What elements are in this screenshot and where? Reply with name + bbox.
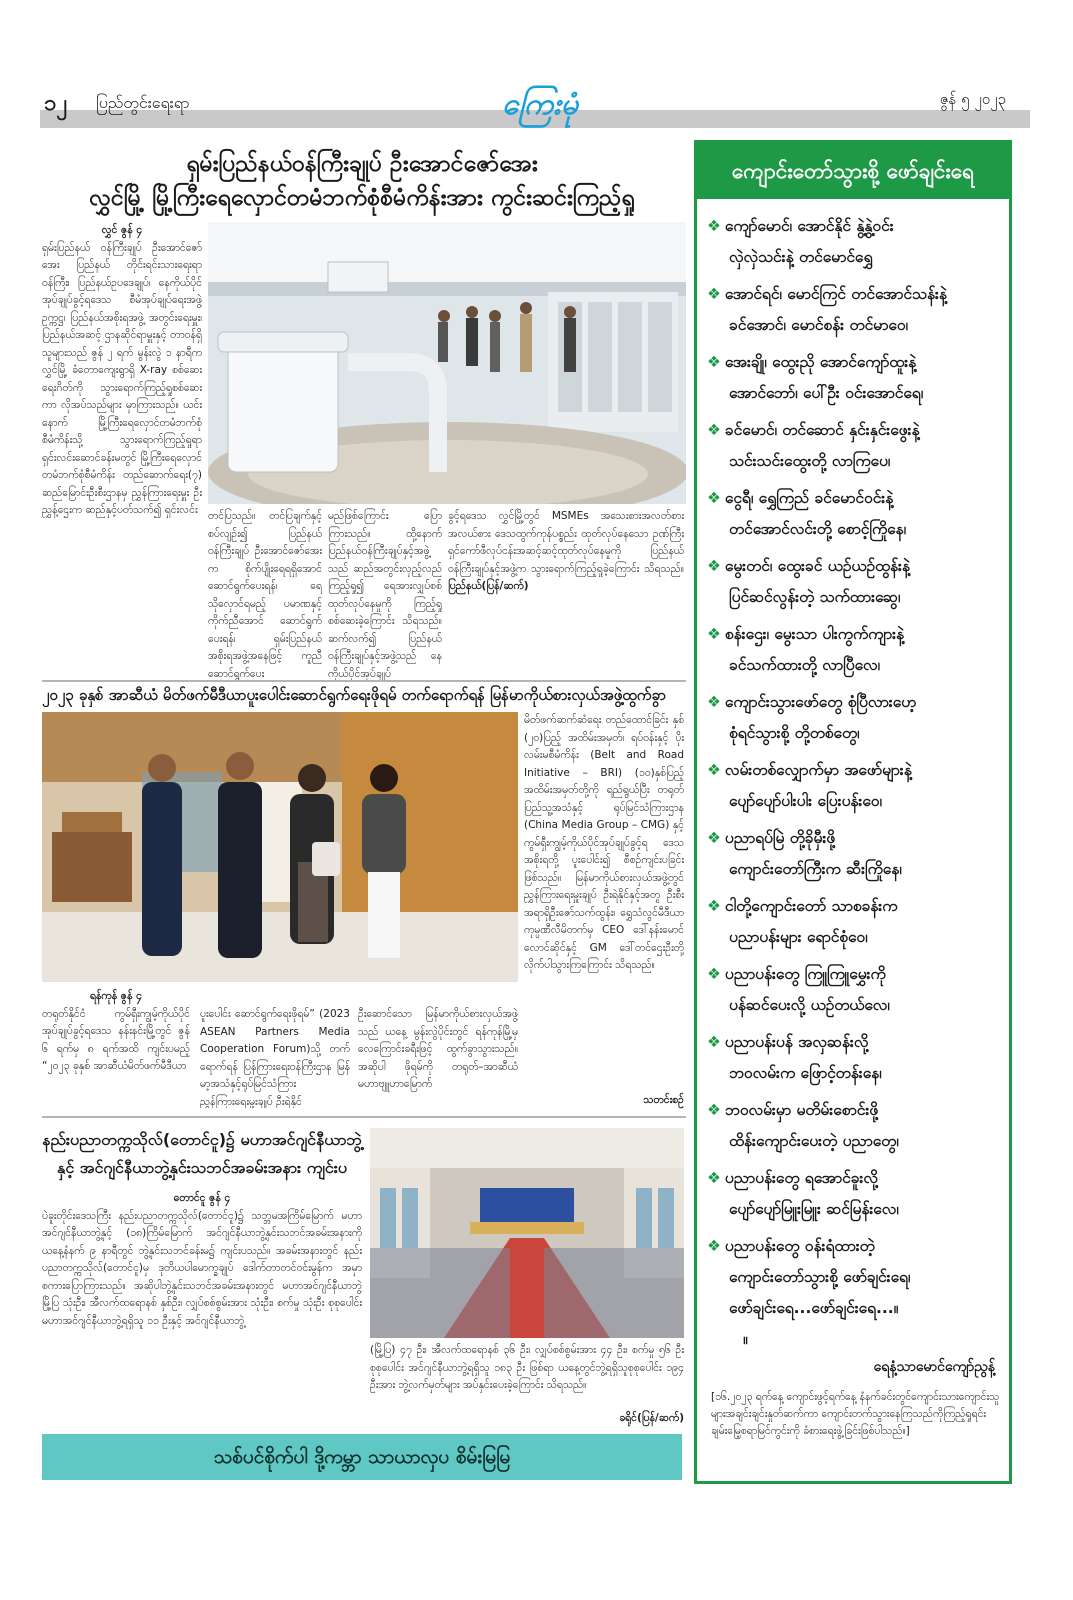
article3-caption: (မြို့ပြ) ၄၇ ဦး၊ အီလက်ထရောနစ် ၃၆ ဦး၊ လျှပ်စစ်စွမ်းအား ၄၄ ဦး၊ စက်မှု ၅၆ ဦး စုစုပေါင်း အင်ဂျင်နီယာဘွဲ့ရရှိသူ ၁၈၃ ဦး ဖြစ်ရာ ယနေ့တွင်ဘွဲ့ရရှိသူစုစုပေါင်း ၁၉၄ ဦးအား ဘွဲ့လက်မှတ်များ အပ်နှင်းပေးခဲ့ကြောင်း သိရသည်။	[370, 1344, 684, 1391]
issue-date: ဇွန် ၅ ၂၀၂၃	[939, 90, 1006, 108]
article1-col1-text: ရှမ်းပြည်နယ် ဝန်ကြီးချုပ် ဦးအောင်ဇော်အေး ပြည်နယ် တိုင်းရင်းသားရေးရာဝန်ကြီး၊ ပြည်နယ်ဥပဒေချုပ်၊ နေကိုယ်ပိုင်အုပ်ချုပ်ခွင့်ရဒေသ စီမံအုပ်ချုပ်ရေးအဖွဲ့ဥက္ကဋ္ဌ၊ ပြည်နယ်အစိုးရအဖွဲ့ အတွင်းရေးမှူး၊ ပြည်နယ်အဆင့် ဌာနဆိုင်ရာမှူးနှင့် တာဝန်ရှိသူများသည် ဇွန် ၂ ရက် မွန်းလွဲ ၁ နာရီက လွှင်မြို့ ခံတောကျေးရွာရှိ X-ray စစ်ဆေးရေးဂိတ်ကို သွားရောက်ကြည့်ရှုစစ်ဆေးကာ လိုအပ်သည်များ မှာကြားသည်။ ယင်းနောက် မြို့ကြီးရေလှောင်တမံဘက်စုံစီမံကိန်းသို့ သွားရောက်ကြည့်ရှုရာ ရှင်းလင်းဆောင်ခန်းမတွင် မြို့ကြီးရေလှောင်တမံဘက်စုံစီမံကိန်း တည်ဆောက်ရေး(၇) ဆည်မြောင်းဦးစီးဌာနမှ ညွှန်ကြားရေးမှူး ဦးညွှန့်ဌေးက ဆည်နှင့်ပတ်သက်၍ ရှင်းလင်း	[42, 241, 202, 516]
article3-title-line1: နည်းပညာတက္ကသိုလ်(တောင်ငူ)၌ မဟာအင်ဂျင်နီယာဘွဲ့	[42, 1130, 362, 1149]
poem-couplet	[707, 619, 1003, 687]
article3-title-line2: နှင့် အင်ဂျင်နီယာဘွဲ့နှင်းသဘင်အခမ်းအနား ကျင်းပ	[57, 1158, 347, 1177]
poem-line-a: ပညာပန်းပန် အလှဆန်းလို့	[724, 1033, 869, 1051]
poem-couplet	[707, 483, 1003, 551]
poem-line-b: တင်အောင်လင်းတို့ စောင့်ကြိုနေ၊	[729, 520, 907, 538]
poem-author: ရေနံ့သာမောင်ကျော်ညွန့်	[873, 1359, 995, 1375]
poem-line-b: ပန်ဆင်ပေးလို့ ယဉ်တယ်လေ၊	[729, 996, 890, 1014]
poem-couplet	[707, 279, 1003, 347]
diamond-bullet-icon: ❖	[707, 1237, 721, 1255]
article3-dateline: တောင်ငူ ဇွန် ၄	[173, 1192, 231, 1204]
poem-couplet	[707, 1027, 1003, 1095]
page-header	[40, 84, 1030, 134]
article2-side-column: မိတ်ဖက်ဆက်ဆံရေး တည်ထောင်ခြင်း နှစ် (၂၀)ပြည့် အထိမ်းအမှတ်၊ ရပ်ဝန်းနှင့် ပိုးလမ်းမစီမံကိန်း (Belt and Road Initiative – BRI) (၁၀)နှစ်ပြည့် အထိမ်းအမှတ်တို့ကို ရည်ရွယ်ပြီး တရုတ်ပြည်သူ့အသံနှင့် ရုပ်မြင်သံကြားဌာန (China Media Group – CMG) နှင့် ကွမ်ရှီးကျွမ့်ကိုယ်ပိုင်အုပ်ချုပ်ခွင့်ရ ဒေသအစိုးရတို့ ပူးပေါင်း၍ စီစဉ်ကျင်းပခြင်းဖြစ်သည်။ မြန်မာကိုယ်စားလှယ်အဖွဲ့တွင် ညွှန်ကြားရေးမှူးချုပ် ဦးရဲနိုင်နှင့်အတူ ဦးစီးအရာရှိဦးဇော်သက်ထွန်း၊ ရွှေသံလွင်မီဒီယာကုမ္ပဏီလီမိတက်မှ CEO ဒေါ်နန်းမောင်လောင်ဆိုင်နှင့် GM ဒေါ်တင်ဌေးဦးတို့ လိုက်ပါသွားကြကြောင်း သိရသည်။	[524, 714, 684, 971]
poem-line-b: ထိန်းကျောင်းပေးတဲ့ ပညာတွေ၊	[729, 1132, 899, 1150]
diamond-bullet-icon: ❖	[707, 421, 721, 439]
diamond-bullet-icon: ❖	[707, 1033, 721, 1051]
diamond-bullet-icon: ❖	[707, 217, 721, 235]
diamond-bullet-icon: ❖	[707, 693, 721, 711]
diamond-bullet-icon: ❖	[707, 829, 721, 847]
article2-dateline: ရန်ကုန် ဇွန် ၄	[89, 990, 143, 1002]
poem-line-b: စုံရင်သွားစို့ တို့တစ်တွေ၊	[729, 724, 860, 742]
poem-couplet	[707, 1095, 1003, 1163]
article1-column2: တင်ပြသည်။ တင်ပြချက်နှင့်စပ်လျဉ်း၍ ပြည်နယ်ဝန်ကြီးချုပ် ဦးအောင်ဇော်အေးက စိုက်ပျိုးရေရရှိအောင် ဆောင်ရွက်ပေးရန်၊ ရေသိုလှောင်ရမည့် ပမာဏနှင့်ကိုက်ညီအောင် ဆောင်ရွက်ပေးရန်၊ ရှမ်းပြည်နယ်အစိုးရအဖွဲ့အနေဖြင့် ကူညီဆောင်ရွက်ပေး	[208, 510, 322, 680]
poem-line-a: ကျောင်းသွားဖော်တွေ စုံပြီလားဟေ့	[724, 693, 917, 711]
diamond-bullet-icon: ❖	[707, 285, 721, 303]
poem-couplet	[707, 687, 1003, 755]
section-divider	[42, 1116, 686, 1118]
poem-line-a: ငွေရီ၊ ရွှေကြည် ခင်မောင်ဝင်းနဲ့	[724, 489, 894, 507]
poem-final-line: ဖော်ချင်းရေ...ဖော်ချင်းရေ...။	[729, 1299, 899, 1317]
diamond-bullet-icon: ❖	[707, 1169, 721, 1187]
poem-line-a: ပညာပန်းတွေ ဝန်းရံထားတဲ့	[724, 1237, 875, 1255]
poem-line-b: ကျောင်းတော်ကြီးက ဆီးကြိုနေ၊	[729, 860, 902, 878]
poem-line-a: ပညာရပ်မြဲ တို့ခိုမှီးဖို့	[724, 829, 836, 847]
poem-line-b: ပျော်ပျော်ပါးပါး ပြေးပန်းဝေ၊	[729, 792, 882, 810]
poem-couplet	[707, 347, 1003, 415]
poem-couplet	[707, 1231, 1003, 1348]
article1-credit: ပြည်နယ်(ပြန်/ဆက်)	[448, 580, 529, 592]
tree-planting-slogan-banner: သစ်ပင်စိုက်ပါ ဒို့ကမ္ဘာ သာယာလှပ စိမ်းမြမြ	[42, 1434, 682, 1480]
poem-line-b: ပျော်ပျော်မြူးမြူး ဆင်မြန်းလေ၊	[729, 1200, 899, 1218]
poem-line-a: ပညာပန်းတွေ ရအောင်ခူးလို့	[724, 1169, 878, 1187]
poem-line-b: ခင်အောင်၊ မောင်စန်း တင်မာဝေ၊	[729, 316, 908, 334]
diamond-bullet-icon: ❖	[707, 1101, 721, 1119]
article2-title: ၂၀၂၃ ခုနှစ် အာဆီယံ မိတ်ဖက်မီဒီယာပူးပေါင်းဆောင်ရွက်ရေးဖိုရမ် တက်ရောက်ရန် မြန်မာကိုယ်စားလှယ်အဖွဲ့ထွက်ခွာ	[42, 686, 667, 704]
poem-line-b: သင်းသင်းထွေးတို့ လာကြပေ၊	[729, 452, 891, 470]
diamond-bullet-icon: ❖	[707, 489, 721, 507]
poem-couplet	[707, 823, 1003, 891]
diamond-bullet-icon: ❖	[707, 897, 721, 915]
poem-couplet	[707, 1163, 1003, 1231]
poem-line-a: ဘဝလမ်းမှာ မတိမ်းစောင်းဖို့	[724, 1101, 879, 1119]
article1-dateline: လွှင် ဇွန် ၄	[101, 224, 143, 236]
diamond-bullet-icon: ❖	[707, 353, 721, 371]
article2-col1-text: တရုတ်နိုင်ငံ ကွမ်ရှီးကျွမ့်ကိုယ်ပိုင်အုပ်ချုပ်ခွင့်ရဒေသ နန်းနင်းမြို့တွင် ဇွန် ၆ ရက်မှ ၈ ရက်အထိ ကျင်းပမည့် “၂၀၂၃ ခုနှစ် အာဆီယံမိတ်ဖက်မီဒီယာ	[42, 1007, 190, 1072]
poem-line-a: ကျော်မောင်၊ အောင်နိုင် နွဲ့နွဲ့ဝင်း	[724, 217, 894, 235]
article1-col4-text: ခွင့်ရဒေသ လွှင်မြို့တွင် MSMEs အသေးစားအလတ်စား အလယ်စား ဒေသထွက်ကုန်ပစ္စည်း ထုတ်လုပ်နေသော ဥဏ်ကြီးရှင်ကော်ဖီလုပ်ငန်းအဆင့်ဆင့်ထုတ်လုပ်နေမှုကို ပြည်နယ်ဝန်ကြီးချုပ်နှင့်အဖွဲ့က သွားရောက်ကြည့်ရှုခဲ့ကြောင်း သိရသည်။	[448, 510, 684, 575]
poem-line-b: ခင်သက်ထားတို့ လာပြီလေ၊	[729, 656, 880, 674]
article1-column3: မည်ဖြစ်ကြောင်း ပြောကြားသည်။ ထို့နောက် ပြည်နယ်ဝန်ကြီးချုပ်နှင့်အဖွဲ့သည် ဆည်အတွင်းလှည့်လည်ကြည့်ရှု၍ ရေအားလျှပ်စစ်ထုတ်လုပ်နေမှုကို ကြည့်ရှုစစ်ဆေးခဲ့ကြောင်း သိရသည်။ ဆက်လက်၍ ပြည်နယ်ဝန်ကြီးချုပ်နှင့်အဖွဲ့သည် နေကိုယ်ပိုင်အုပ်ချုပ်	[328, 510, 442, 680]
page-number: ၁၂	[44, 91, 68, 116]
diamond-bullet-icon: ❖	[707, 761, 721, 779]
poem-line-b: ပညာပန်းများ ရောင်စုံဝေ၊	[729, 928, 868, 946]
poem-line-a: ခင်မောင်၊ တင်ဆောင် နှင်းနှင်းဖွေးနဲ့	[724, 421, 920, 439]
poem-couplet	[707, 755, 1003, 823]
article1-column1	[42, 222, 202, 680]
poem-line-a: အေးချို၊ ထွေးညို အောင်ကျော်ထူးနဲ့	[724, 353, 917, 371]
poem-line-a: မွေးတင်၊ ထွေးခင် ယဉ်ယဉ်ထွန်းနဲ့	[724, 557, 910, 575]
article3-photo-graduation-hall	[370, 1128, 684, 1338]
poem-note: [၁၆.၂၀၂၃ ရက်နေ့ ကျောင်းဖွင့်ရက်နေ့ နံနက်ခင်းတွင်ကျောင်းသားကျောင်းသူများအချင်းချင်းနှုတ်ဆက်ကာ ကျောင်းတက်သွားနေကြသည်ကိုကြည့်ရှုရင်း ချမ်းမြေ့စရာမြင်ကွင်းကို ခံစားရေးဖွဲ့ခြင်းဖြစ်ပါသည်။]	[711, 1391, 1000, 1437]
poem-line-b: ဘဝလမ်းက ဖြောင့်တန်းနေ၊	[729, 1064, 882, 1082]
section-label: ပြည်တွင်းရေးရာ	[96, 93, 190, 112]
article1-column4	[448, 508, 684, 680]
poem-end-mark: ။	[743, 1330, 748, 1348]
article3-body-text: ပဲခူးတိုင်းဒေသကြီး နည်းပညာတက္ကသိုလ်(တောင်ငူ)၌ သဘ္ဘမအကြိမ်မြောက် မဟာအင်ဂျင်နီယာဘွဲ့နှင့် (၁၈)ကြိမ်မြောက် အင်ဂျင်နီယာဘွဲ့နှင်းသဘင်အခမ်းအနားကို ယနေ့နံနက် ၉ နာရီတွင် ဘွဲ့နှင်းသဘင်ခန်းမ၌ ကျင်းပသည်။ အခမ်းအနားတွင် နည်းပညာတက္ကသိုလ်(တောင်ငူ)မှ ဒုတိယပါမောက္ခချုပ် ဒေါက်တာတင်ဝင်းမွန်က အမှာစကားပြောကြားသည်။ အဆိုပါဘွဲ့နှင်းသဘင်အခမ်းအနားတွင် မဟာအင်ဂျင်နီယာဘွဲ့ မြို့ပြ သုံးဦး၊ အီလက်ထရောနစ် နှစ်ဦး၊ လျှပ်စစ်စွမ်းအား သုံးဦး၊ စက်မှု သုံးဦး စုစုပေါင်း မဟာအင်ဂျင်နီယာဘွဲ့ရရှိသူ ၁၁ ဦးနှင့် အင်ဂျင်နီယာဘွဲ့	[42, 1209, 362, 1327]
article2-column1	[42, 988, 190, 1108]
diamond-bullet-icon: ❖	[707, 625, 721, 643]
poem-stanza-list	[707, 211, 1003, 1348]
diamond-bullet-icon: ❖	[707, 965, 721, 983]
poem-line-b: ပြင်ဆင်လွန်းတဲ့ သက်ထားဆွေ၊	[729, 588, 901, 606]
poem-sidebar	[694, 140, 1012, 1484]
masthead-logo: ကြေးမုံ	[502, 87, 579, 122]
poem-title: ကျောင်းတော်သွားစို့ ဖော်ချင်းရေ	[697, 143, 1009, 199]
article2-column2: ပူးပေါင်း ဆောင်ရွက်ရေးဖိုရမ်” (2023 ASEAN Partners Media Cooperation Forum)သို့ တက်ရောက်ရန် ပြန်ကြားရေးဝန်ကြီးဌာန မြန်မာ့အသံနှင့်ရုပ်မြင်သံကြား ညွှန်ကြားရေးမှူးချုပ် ဦးရဲနိုင်	[200, 1008, 350, 1108]
article2-credit: သတင်းစဉ်	[643, 1094, 684, 1106]
poem-couplet	[707, 891, 1003, 959]
poem-line-a: အောင်ရင်၊ မောင်ကြင် တင်အောင်သန်းနဲ့	[724, 285, 947, 303]
article1-title-line2: လွှင်မြို့ မြို့ကြီးရေလှောင်တမံဘက်စုံစီမံကိန်းအား ကွင်းဆင်းကြည့်ရှု	[89, 185, 635, 211]
article2-column3: ဦးဆောင်သော မြန်မာကိုယ်စားလှယ်အဖွဲ့သည် ယနေ့ မွန်းလွဲပိုင်းတွင် ရန်ကုန်မြို့မှ လေကြောင်းခရီးဖြင့် ထွက်ခွာသွားသည်။ အဆိုပါ ဖိုရမ်ကို တရုတ်–အာဆီယံ မဟာဗျူဟာမြောက်	[358, 1008, 518, 1090]
article1-title-line1: ရှမ်းပြည်နယ်ဝန်ကြီးချုပ် ဦးအောင်ဇော်အေး	[186, 151, 538, 177]
poem-couplet	[707, 959, 1003, 1027]
poem-couplet	[707, 415, 1003, 483]
poem-line-a: ငါတို့ကျောင်းတော် သာစခန်းက	[724, 897, 898, 915]
article1-photo-dam-facility	[208, 222, 686, 504]
poem-line-b: လှဲလှဲသင်းနဲ့ တင်မောင်ရွှေ	[729, 248, 873, 266]
poem-couplet	[707, 551, 1003, 619]
diamond-bullet-icon: ❖	[707, 557, 721, 575]
poem-line-b: ကျောင်းတော်သွားစို့ ဖော်ချင်းရေ၊	[729, 1268, 911, 1286]
section-divider	[42, 680, 686, 682]
poem-couplet	[707, 211, 1003, 279]
poem-line-b: အောင်ဘော်၊ ပေါ်ဦး ဝင်းအောင်ရေ၊	[729, 384, 924, 402]
poem-line-a: လမ်းတစ်လျှောက်မှာ အဖော်များနဲ့	[724, 761, 912, 779]
poem-line-a: ပညာပန်းတွေ ကြူကြူမွှေးကို	[724, 965, 886, 983]
article3-body	[42, 1190, 362, 1426]
article2-photo-delegation	[42, 712, 518, 982]
poem-line-a: စန်းဌေး၊ မွေးသာ ပါးကွက်ကျားနဲ့	[724, 625, 905, 643]
article3-credit: ခရိုင်(ပြန်/ဆက်)	[619, 1412, 684, 1424]
